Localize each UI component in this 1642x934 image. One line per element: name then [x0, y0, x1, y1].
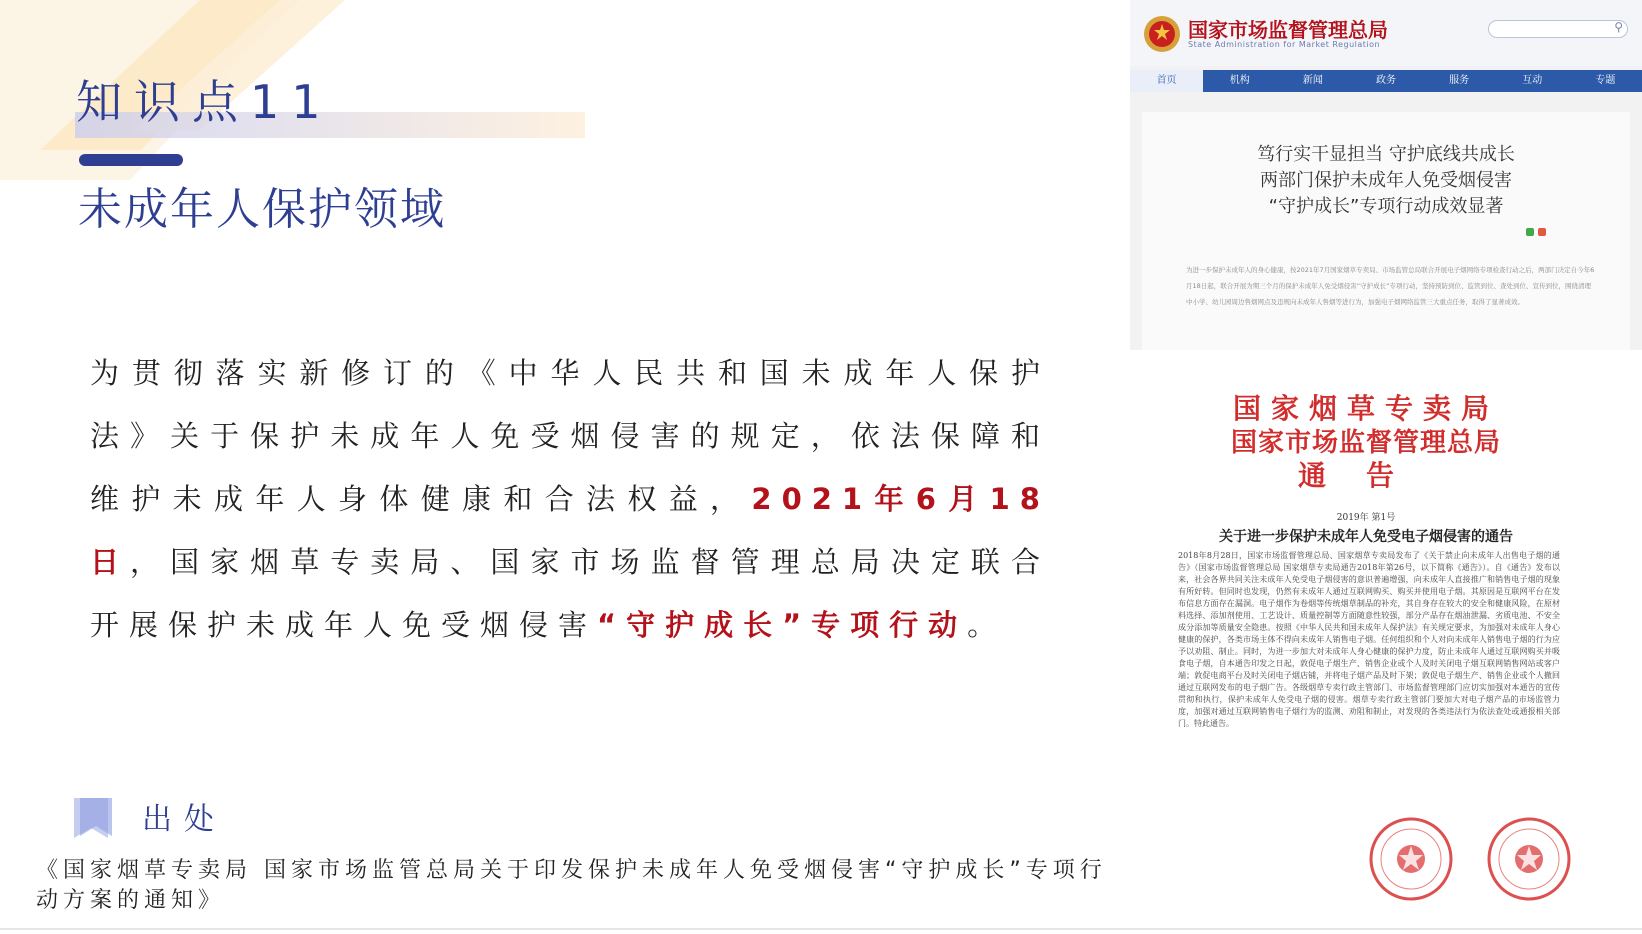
article-body: 为进一步保护未成年人的身心健康，按2021年7月国家烟草专卖局、市场监管总局联合开展电子烟网络专项检查行动之后，两部门决定自今年6月18日起，联合开展为期三个月的保护未成年人免受烟侵害“守护成长”专项行动，坚持预防到位、监管到位、查处到位、宣传到位，围绕清理中小学、幼儿园周边售烟网点及违规向未成年人售烟等进行为，加强电子烟网络监管三大重点任务，取得了显著成效。 [1186, 266, 1595, 306]
source-citation: 《国家烟草专卖局 国家市场监管总局关于印发保护未成年人免受烟侵害“守护成长”专项行动方案的通知》 [36, 858, 1107, 913]
paragraph-text: 为贯彻落实新修订的《中华人民共和国未成年人保护法》关于保护未成年人免受烟侵害的规定，依法保障和维护未成年人身体健康和合法权益， [90, 356, 1050, 516]
official-seal-icon [1366, 816, 1456, 902]
nav-org[interactable]: 机构 [1229, 75, 1250, 86]
notice-subject: 关于进一步保护未成年人免受电子烟侵害的通告 [1219, 529, 1513, 545]
notice-type: 通告 [1297, 459, 1434, 492]
website-screenshot [1130, 0, 1642, 350]
nav-interact[interactable]: 互动 [1522, 75, 1543, 86]
knowledge-point-title: 知识点11 [76, 75, 333, 129]
main-paragraph [90, 342, 1050, 657]
nav-news[interactable]: 新闻 [1302, 75, 1323, 86]
bookmark-icon [72, 796, 114, 840]
nav-gov[interactable]: 政务 [1375, 75, 1396, 86]
notice-body: 2018年8月28日，国家市场监督管理总局、国家烟草专卖局发布了《关于禁止向未成年人出售电子烟的通告》（国家市场监督管理总局 国家烟草专卖局通告2018年第26号，以下简称《通告》）。自《通告》发布以来，社会各界共同关注未成年人免受电子烟侵害的意识普遍增强，向未成年人直接推广和销售电子烟的现象有所好转。但同时也发现，仍然有未成年人通过互联网购买、购买并使用电子烟。其原因是互联网平台在发布信息方面存在漏洞。电子烟作为卷烟等传统烟草制品的补充，其自身存在较大的安全和健康风险，在原材料选择、添加剂使用、工艺设计、质量控制等方面随意性较强，部分产品存在烟油泄漏、劣质电池、不安全成分添加等质量安全隐患。按照《中华人民共和国未成年人保护法》有关规定要求，为加强对未成年人身心健康的保护，各类市场主体不得向未成年人销售电子烟。任何组织和个人对向未成年人销售电子烟的行为应予以劝阻、制止。同时，为进一步加大对未成年人身心健康的保护力度，防止未成年人通过互联网购买并吸食电子烟，自本通告印发之日起，敦促电子烟生产、销售企业或个人及时关闭电子烟互联网销售网站或客户端；敦促电商平台及时关闭电子烟店铺，并将电子烟产品及时下架；敦促电子烟生产、销售企业或个人撤回通过互联网发布的电子烟广告。各级烟草专卖行政主管部门、市场监督管理部门应切实加强对本通告的宣传贯彻和执行，保护未成年人免受电子烟的侵害。烟草专卖行政主管部门要加大对电子烟产品的市场监管力度，加强对通过互联网销售电子烟行为的监测、劝阻和制止，对发现的各类违法行为依法查处或通报相关部门。特此通告。 [1178, 551, 1560, 728]
highlight-action: “守护成长”专项行动 [597, 608, 968, 642]
search-icon[interactable]: ⚲ [1614, 20, 1623, 34]
website-search-box[interactable] [1488, 20, 1628, 38]
website-name: 国家市场监督管理总局 [1188, 18, 1388, 42]
weibo-share-icon[interactable] [1538, 228, 1546, 236]
article-title [1142, 142, 1630, 220]
notice-issuer-1: 国家烟草专卖局 [1232, 392, 1499, 425]
source-label: 出处 [142, 802, 226, 837]
notice-document [1150, 392, 1582, 902]
wechat-share-icon[interactable] [1526, 228, 1534, 236]
official-seal-icon [1484, 816, 1574, 902]
website-nav [1130, 70, 1642, 92]
title-underline-bar [79, 154, 183, 166]
article-title-line: 两部门保护未成年人免受烟侵害 [1260, 170, 1512, 191]
article-title-line: 笃行实干显担当 守护底线共成长 [1257, 144, 1515, 165]
section-subtitle: 未成年人保护领域 [78, 184, 446, 235]
website-name-en: State Administration for Market Regulation [1188, 40, 1381, 49]
notice-issuer-2: 国家市场监督管理总局 [1230, 428, 1501, 458]
nav-service[interactable]: 服务 [1449, 75, 1470, 86]
paragraph-end: 。 [967, 608, 1007, 642]
highlight-date: 2021年6月18日 [90, 482, 1050, 579]
notice-number: 2019年 第1号 [1336, 513, 1396, 523]
article-panel [1142, 112, 1630, 350]
nav-topic[interactable]: 专题 [1595, 75, 1616, 86]
article-title-line: “守护成长”专项行动成效显著 [1268, 196, 1504, 217]
bottom-divider [0, 928, 1642, 930]
national-emblem-icon [1142, 12, 1182, 56]
nav-home[interactable]: 首页 [1130, 70, 1203, 92]
paragraph-text: ，国家烟草专卖局、国家市场监督管理总局决定联合开展保护未成年人免受烟侵害 [90, 545, 1050, 642]
website-header [1130, 0, 1642, 66]
